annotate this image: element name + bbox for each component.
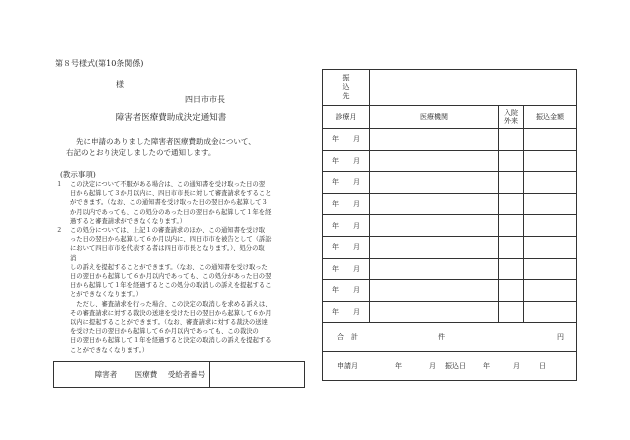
table-row <box>323 215 577 237</box>
row-institution[interactable] <box>370 172 499 194</box>
header-amount-text: 振込金額 <box>536 113 564 121</box>
table-row <box>323 150 577 172</box>
recipient-number-field[interactable] <box>209 362 304 387</box>
table-row <box>323 193 577 215</box>
row-month: 年 月 <box>323 150 370 172</box>
row-inout[interactable] <box>499 301 524 323</box>
form-number: 第８号様式(第10条関係) <box>55 59 144 68</box>
transfer-month: 月 <box>513 362 520 371</box>
row-inout[interactable] <box>499 215 524 237</box>
table-row <box>323 236 577 258</box>
note-text: ただし、審査請求を行った場合、この決定の取消しを求める訴えは、 その審査請求に対する裁決の送達を受けた日の翌日から起算して６か月 以内に提起することができます。（なお、審査請求に対する裁決の送達 を受けた日の翌日から起算して６か月以内であっても、この裁決の 日の翌日から起算して１年を経過すると決定の取消しの訴えを提起する ことができなくなります。） <box>70 300 272 354</box>
table-row <box>323 258 577 280</box>
row-inout[interactable] <box>499 172 524 194</box>
recipient-number-box <box>53 361 305 388</box>
document-title: 障害者医療費助成決定通知書 <box>115 113 227 123</box>
row-month: 年 月 <box>323 301 370 323</box>
header-inout <box>499 106 524 129</box>
applied-year: 年 <box>395 362 402 371</box>
row-amount[interactable] <box>524 150 577 172</box>
note-number: １ <box>56 181 63 188</box>
applied-label: 申請月 <box>337 362 358 371</box>
total-count-unit: 件 <box>438 333 445 342</box>
note-item <box>56 300 306 355</box>
honorific-sama: 様 <box>116 80 124 89</box>
row-institution[interactable] <box>370 215 499 237</box>
payment-details-table <box>322 69 577 381</box>
table-row <box>323 172 577 194</box>
furikomi-label <box>323 70 370 106</box>
row-month: 年 月 <box>323 258 370 280</box>
row-amount[interactable] <box>524 215 577 237</box>
notes-section <box>56 180 306 355</box>
row-month: 年 月 <box>323 236 370 258</box>
recipient-label-iryohi: 医療費 <box>134 370 158 379</box>
furikomi-char: 先 <box>342 92 350 100</box>
row-month: 年 月 <box>323 172 370 194</box>
row-institution[interactable] <box>370 236 499 258</box>
total-yen: 円 <box>557 333 564 342</box>
row-institution[interactable] <box>370 129 499 151</box>
furikomi-field[interactable] <box>370 70 577 106</box>
row-institution[interactable] <box>370 258 499 280</box>
header-amount <box>524 106 577 129</box>
note-item <box>56 226 306 300</box>
row-institution[interactable] <box>370 280 499 302</box>
row-inout[interactable] <box>499 193 524 215</box>
row-inout[interactable] <box>499 129 524 151</box>
intro-line-2: 右記のとおり決定しましたので通知します。 <box>66 148 216 157</box>
transfer-year: 年 <box>483 362 490 371</box>
issuer-mayor: 四日市市長 <box>185 95 225 104</box>
row-institution[interactable] <box>370 193 499 215</box>
header-month-text: 診療月 <box>335 113 357 121</box>
furikomi-char: 振 <box>342 74 350 82</box>
note-item <box>56 180 306 226</box>
header-institution-text: 医療機関 <box>420 113 448 121</box>
note-number <box>56 300 70 355</box>
total-row <box>323 323 577 352</box>
transfer-day: 日 <box>539 362 546 371</box>
row-amount[interactable] <box>524 258 577 280</box>
row-month: 年 月 <box>323 129 370 151</box>
table-row <box>323 280 577 302</box>
total-label: 合 計 <box>337 333 358 342</box>
row-amount[interactable] <box>524 172 577 194</box>
applied-month: 月 <box>429 362 436 371</box>
header-month <box>323 106 370 129</box>
note-text: この決定について不服がある場合は、この通知書を受け取った日の翌 日から起算して３か月以内に、四日市市長に対して審査請求をすること ができます。（なお、この通知書を受け取った日の翌日から起算して３ か月以内であっても、この処分のあった日の翌日から起算して１年を経 過すると審査請求ができなくなります。） <box>70 181 272 225</box>
notes-title: (教示事項) <box>60 170 96 179</box>
applied-row <box>323 352 577 381</box>
row-month: 年 月 <box>323 280 370 302</box>
header-outpatient: 外来 <box>504 117 518 125</box>
table-row <box>323 129 577 151</box>
intro-line-1: 先に申請のありました障害者医療費助成金について、 <box>76 137 256 146</box>
note-number: ２ <box>56 227 63 235</box>
row-inout[interactable] <box>499 280 524 302</box>
row-month: 年 月 <box>323 193 370 215</box>
header-inpatient: 入院 <box>504 109 518 117</box>
row-inout[interactable] <box>499 150 524 172</box>
note-text: この処分については、上記１の審査請求のほか、この通知書を受け取 った日の翌日から起算して６か月以内に、四日市市を被告として（訴訟 において四日市市を代表する者は四日市市長となります。）、処分の取 消 しの訴えを提起することができます。（なお、この通知書を受け取った 日の翌日から起算して６か月以内であっても、この処分があった日の翌 日から起算して１年を経過するとこの処分の取消しの訴えを提起するこ とができなくなります。） <box>70 227 272 299</box>
row-amount[interactable] <box>524 301 577 323</box>
row-inout[interactable] <box>499 236 524 258</box>
table-row <box>323 301 577 323</box>
row-amount[interactable] <box>524 280 577 302</box>
recipient-label-shogaisha: 障害者 <box>94 370 118 379</box>
row-amount[interactable] <box>524 193 577 215</box>
recipient-label-number: 受給者番号 <box>167 370 206 379</box>
row-institution[interactable] <box>370 150 499 172</box>
transfer-day-label: 振込日 <box>445 362 466 371</box>
row-inout[interactable] <box>499 258 524 280</box>
header-institution <box>370 106 499 129</box>
row-institution[interactable] <box>370 301 499 323</box>
row-amount[interactable] <box>524 236 577 258</box>
furikomi-char: 込 <box>342 83 350 91</box>
intro-text <box>66 136 306 158</box>
row-month: 年 月 <box>323 215 370 237</box>
row-amount[interactable] <box>524 129 577 151</box>
